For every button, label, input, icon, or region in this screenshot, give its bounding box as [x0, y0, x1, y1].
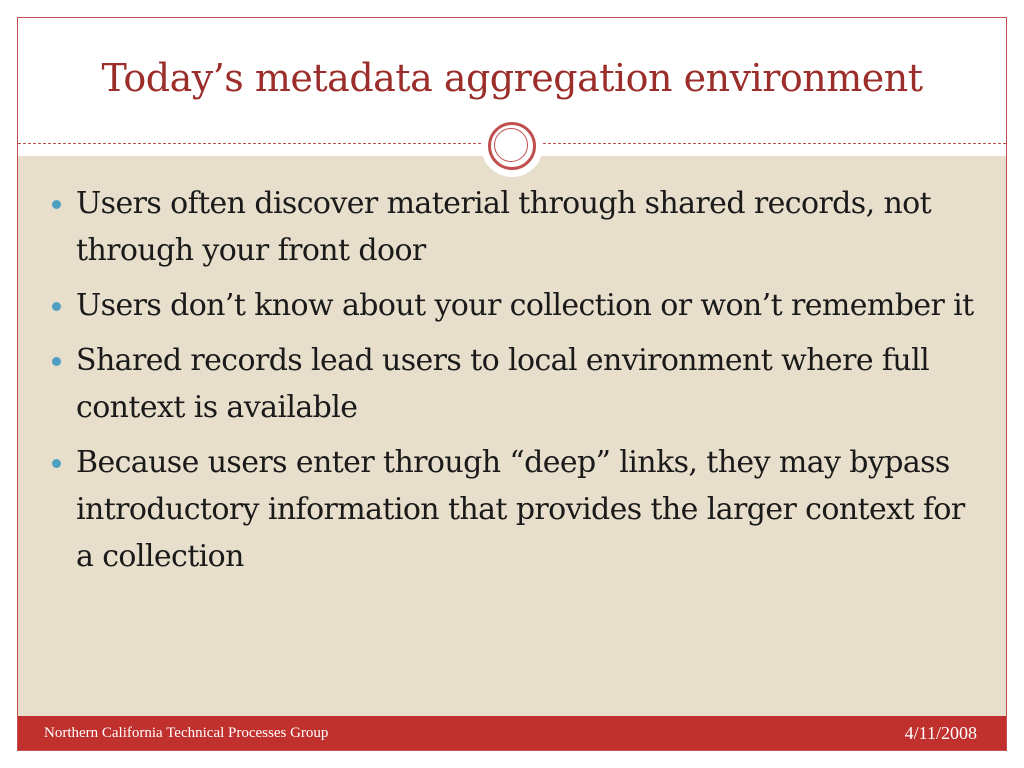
double-ring-circle-icon [481, 115, 543, 177]
bullet-item [50, 439, 980, 580]
footer-date: 4/11/2008 [904, 723, 977, 743]
bullet-text: Users don’t know about your collection or won’t remember it [76, 288, 974, 323]
round-bullet-icon [52, 200, 61, 209]
round-bullet-icon [52, 459, 61, 468]
round-bullet-icon [52, 357, 61, 366]
bullet-text: Shared records lead users to local environment where full context is available [76, 343, 930, 425]
slide-title: Today’s metadata aggregation environment [101, 56, 923, 100]
round-bullet-icon [52, 302, 61, 311]
bullet-item [50, 337, 980, 431]
ornament-inner-ring [494, 128, 528, 162]
bullet-item [50, 180, 980, 274]
footer-organization: Northern California Technical Processes Group [44, 725, 329, 741]
bullet-item [50, 282, 980, 329]
slide-frame [17, 17, 1007, 751]
ornament-outer-ring [488, 122, 536, 170]
bullet-text: Users often discover material through shared records, not through your front door [76, 186, 932, 268]
bullet-text: Because users enter through “deep” links, they may bypass introductory information that provides the larger context for a collection [76, 445, 965, 574]
bullet-list [50, 180, 980, 588]
slide-footer [18, 716, 1006, 750]
